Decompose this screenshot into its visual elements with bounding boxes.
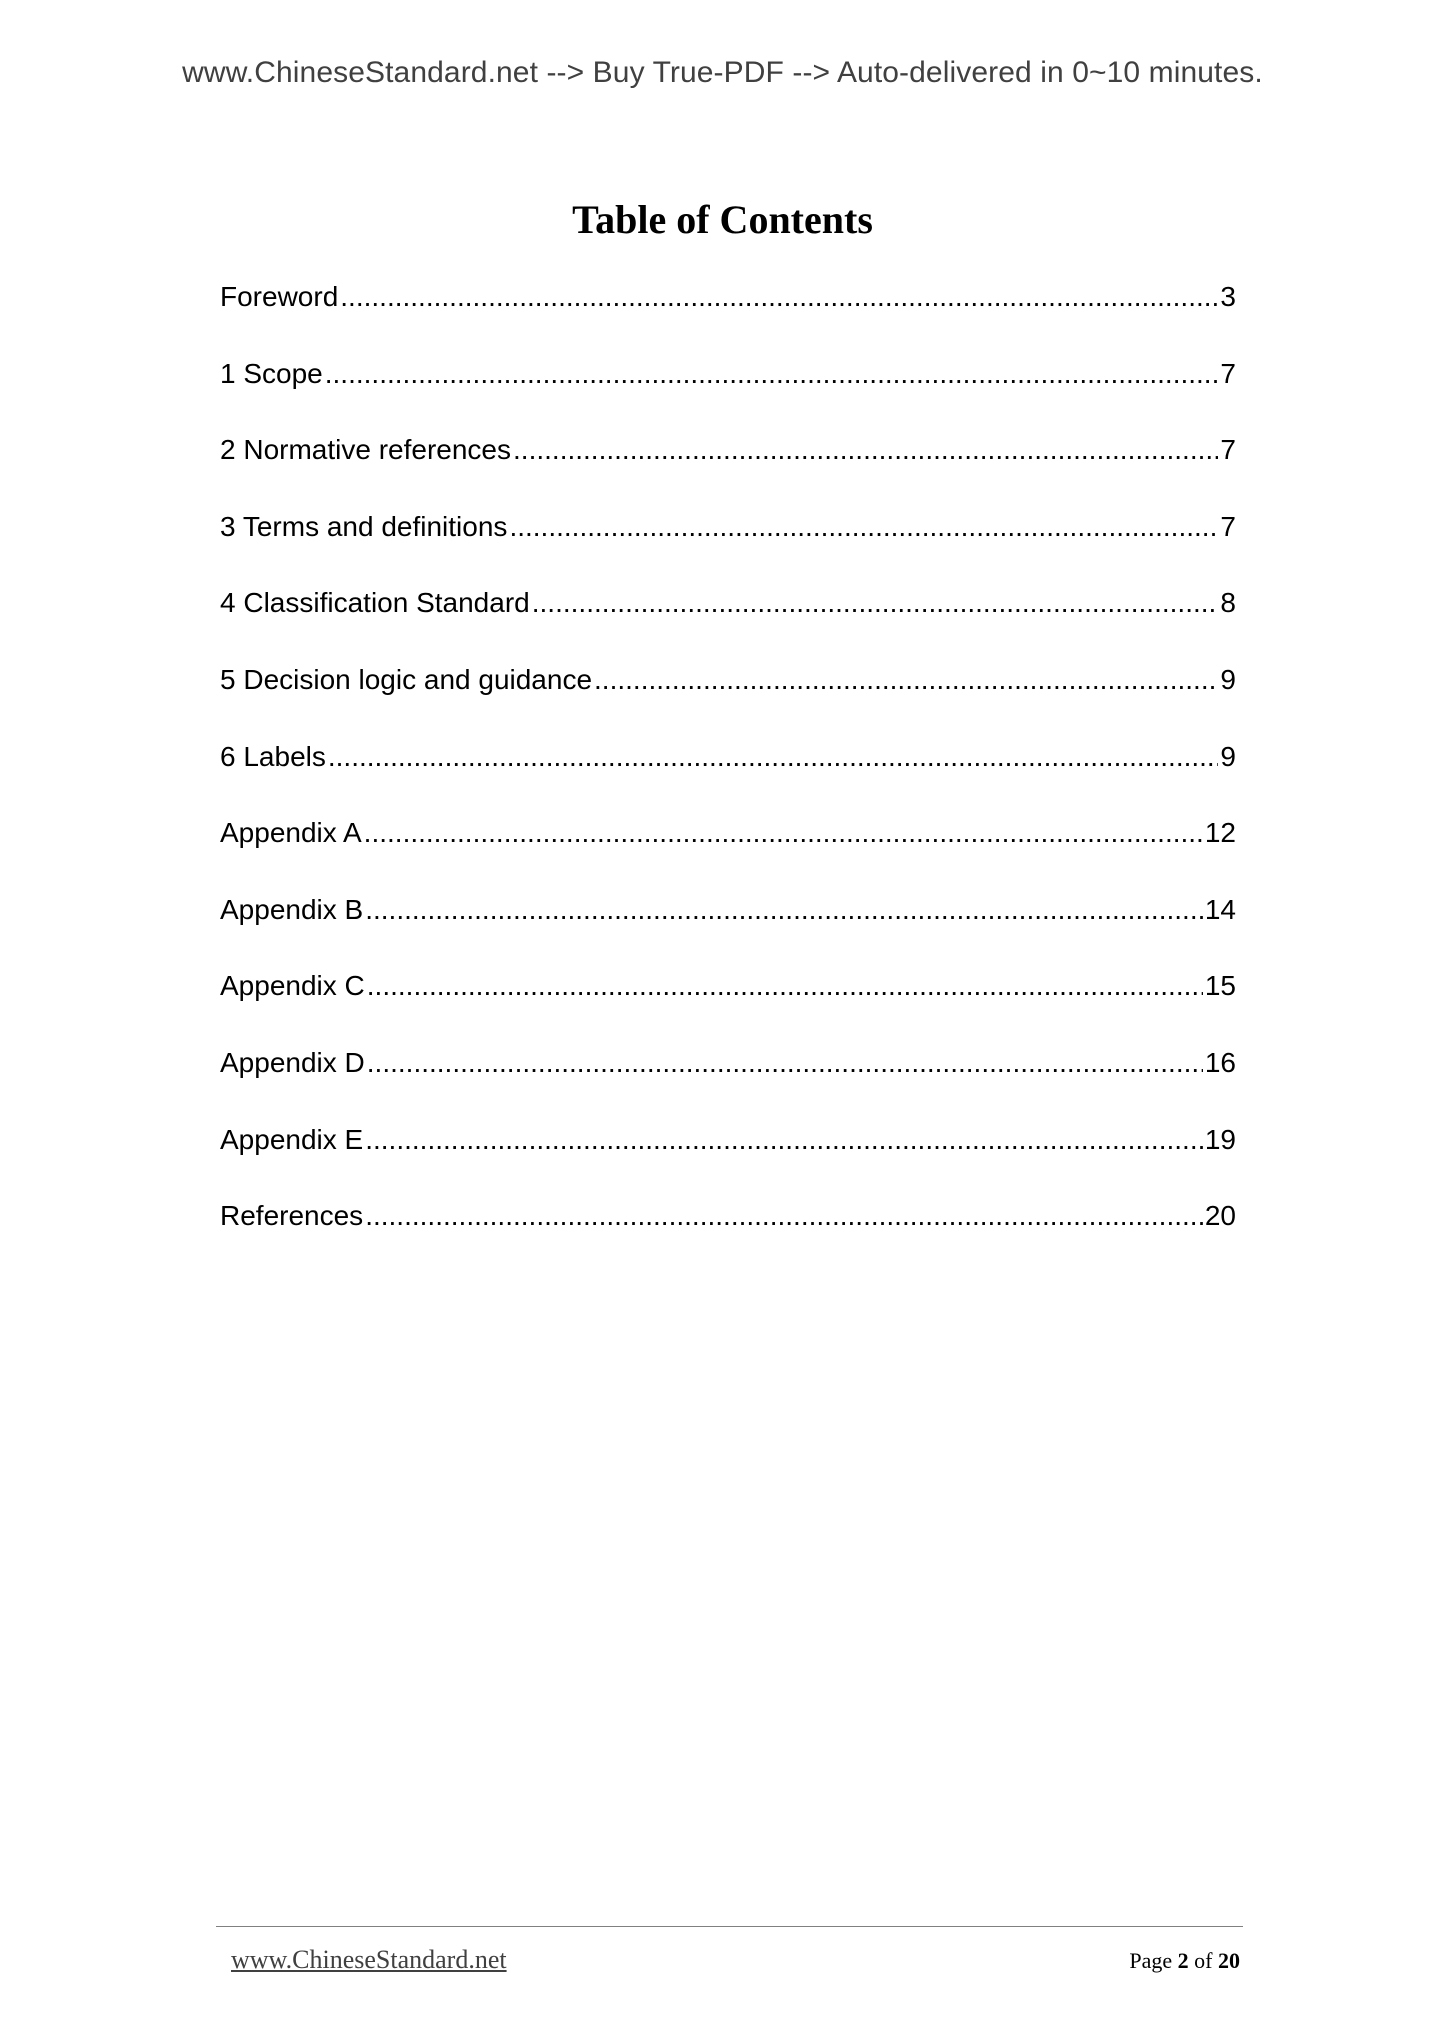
toc-entry-page: 8 — [1220, 587, 1236, 619]
toc-dot-leader — [367, 1042, 1203, 1084]
footer-page-current: 2 — [1177, 1948, 1189, 1973]
toc-dot-leader — [364, 812, 1203, 854]
toc-entry-appendix-b[interactable] — [220, 889, 1236, 966]
toc-entry-label: 2 Normative references — [220, 434, 512, 466]
toc-entry-page: 15 — [1204, 970, 1236, 1002]
toc-dot-leader — [532, 582, 1219, 624]
toc-dot-leader — [594, 659, 1218, 701]
toc-entry-normative-references[interactable] — [220, 429, 1236, 506]
toc-dot-leader — [325, 353, 1219, 395]
footer-divider — [216, 1926, 1243, 1927]
toc-dot-leader — [365, 1119, 1203, 1161]
toc-entry-label: Appendix E — [220, 1123, 364, 1155]
footer-page-word: Page — [1129, 1948, 1173, 1973]
toc-entry-label: 3 Terms and definitions — [220, 510, 508, 542]
toc-entry-page: 20 — [1204, 1200, 1236, 1232]
toc-entry-labels[interactable] — [220, 736, 1236, 813]
footer-site-link[interactable]: www.ChineseStandard.net — [231, 1945, 507, 1974]
toc-entry-page: 3 — [1220, 281, 1236, 312]
toc-entry-label: Appendix C — [220, 970, 365, 1002]
toc-entry-references[interactable] — [220, 1195, 1236, 1272]
toc-entry-appendix-e[interactable] — [220, 1119, 1236, 1196]
toc-dot-leader — [340, 276, 1218, 318]
footer-page-of: of — [1194, 1948, 1213, 1973]
header-banner[interactable]: www.ChineseStandard.net --> Buy True-PDF --> Auto-delivered in 0~10 minutes. — [182, 56, 1263, 89]
toc-dot-leader — [328, 736, 1219, 778]
toc-dot-leader — [365, 889, 1203, 931]
toc-entry-appendix-a[interactable] — [220, 812, 1236, 889]
toc-entry-label: 6 Labels — [220, 740, 326, 772]
page-title: Table of Contents — [572, 197, 873, 242]
toc-entry-foreword[interactable] — [220, 276, 1236, 353]
footer-page-total: 20 — [1218, 1948, 1240, 1973]
toc-entry-label: 1 Scope — [220, 357, 323, 389]
toc-entry-page: 19 — [1204, 1123, 1236, 1155]
toc-entry-label: 4 Classification Standard — [220, 587, 530, 619]
toc-entry-page: 7 — [1220, 357, 1236, 389]
toc-entry-page: 7 — [1220, 434, 1236, 466]
toc-entry-page: 9 — [1220, 663, 1236, 695]
table-of-contents — [220, 276, 1236, 1272]
toc-entry-label: Appendix B — [220, 893, 364, 925]
toc-dot-leader — [509, 506, 1218, 548]
toc-entry-appendix-c[interactable] — [220, 965, 1236, 1042]
toc-dot-leader — [365, 1195, 1203, 1237]
toc-entry-decision-logic[interactable] — [220, 659, 1236, 736]
toc-entry-page: 9 — [1220, 740, 1236, 772]
toc-entry-scope[interactable] — [220, 353, 1236, 430]
toc-entry-label: Foreword — [220, 281, 339, 312]
toc-dot-leader — [367, 965, 1203, 1007]
toc-entry-terms-and-definitions[interactable] — [220, 506, 1236, 583]
toc-entry-page: 12 — [1204, 817, 1236, 849]
toc-entry-label: 5 Decision logic and guidance — [220, 663, 593, 695]
toc-entry-page: 7 — [1220, 510, 1236, 542]
toc-dot-leader — [513, 429, 1218, 471]
toc-entry-page: 16 — [1204, 1046, 1236, 1078]
toc-entry-classification-standard[interactable] — [220, 582, 1236, 659]
toc-entry-page: 14 — [1204, 893, 1236, 925]
toc-entry-appendix-d[interactable] — [220, 1042, 1236, 1119]
toc-entry-label: Appendix D — [220, 1046, 365, 1078]
toc-entry-label: Appendix A — [220, 817, 362, 849]
toc-entry-label: References — [220, 1200, 364, 1232]
footer-page-number — [1129, 1948, 1240, 1974]
